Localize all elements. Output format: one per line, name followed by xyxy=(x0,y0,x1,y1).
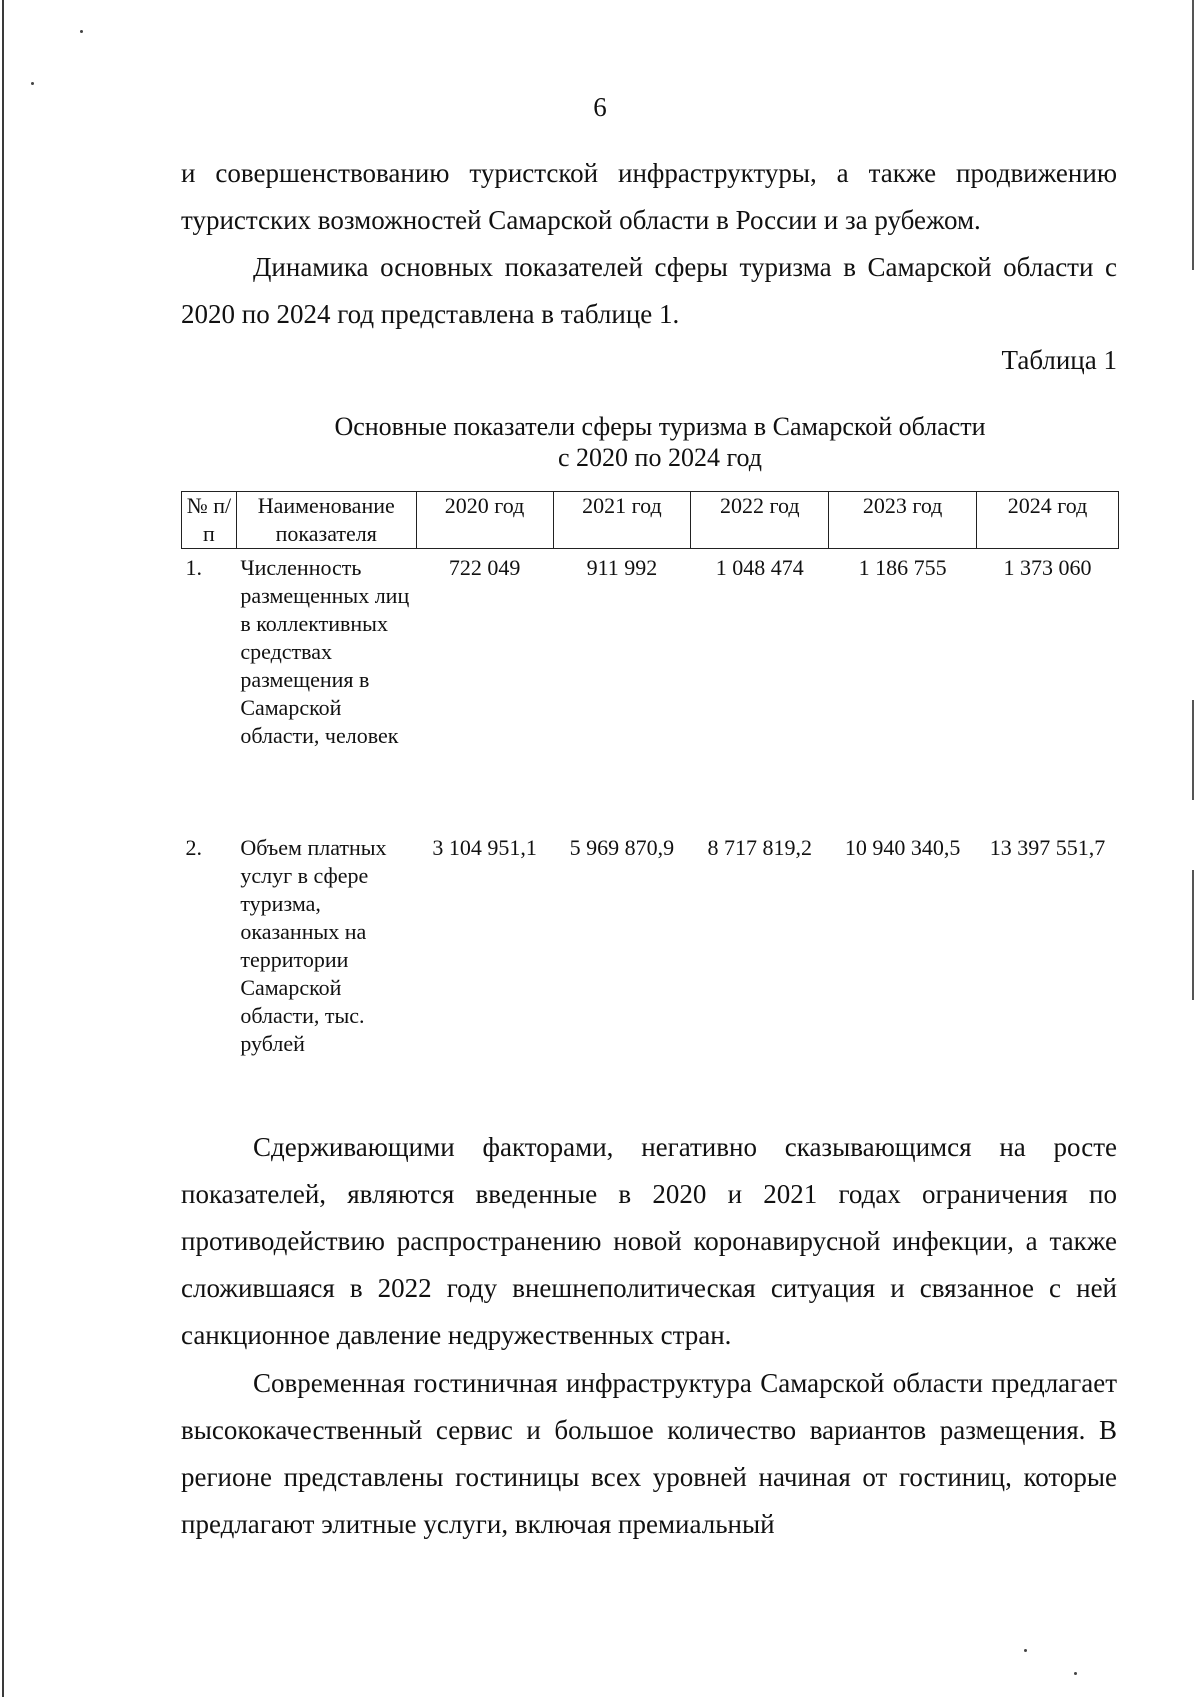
scan-speck xyxy=(1024,1649,1027,1652)
header-indicator-name: Наименование показателя xyxy=(236,492,416,549)
table-title-line2: с 2020 по 2024 год xyxy=(558,443,762,472)
scan-right-edge-mark xyxy=(1192,700,1194,800)
table-row xyxy=(182,834,1119,1058)
row-index: 1. xyxy=(185,555,202,580)
value-2022: 8 717 819,2 xyxy=(707,835,813,860)
scan-speck xyxy=(1074,1672,1077,1675)
table-row xyxy=(182,549,1119,835)
scan-right-edge-mark xyxy=(1192,0,1194,270)
paragraph-hotel-infrastructure: Современная гостиничная инфраструктура Самарской области предлагает высококачественный сервис и большое количество вариантов размещения. В регионе представлены гостиницы всех уровней начиная от гостиниц, которые предлагают элитные услуги, включая премиальный xyxy=(181,1368,1117,1539)
scan-speck xyxy=(80,30,83,33)
paragraph-intro: и совершенствованию туристской инфраструктуры, а также продвижению туристских возможностей Самарской области в России и за рубежом. xyxy=(181,158,1117,235)
value-2024: 1 373 060 xyxy=(1003,555,1092,580)
row-index: 2. xyxy=(185,835,202,860)
paragraph-table-reference: Динамика основных показателей сферы туризма в Самарской области с 2020 по 2024 год представлена в таблице 1. xyxy=(181,252,1117,329)
value-2023: 10 940 340,5 xyxy=(844,835,961,860)
row-indicator-name: Численность размещенных лиц в коллективных средствах размещения в Самарской области, человек xyxy=(240,555,410,748)
table-label: Таблица 1 xyxy=(1001,345,1117,375)
row-indicator-name: Объем платных услуг в сфере туризма, оказанных на территории Самарской области, тыс. рублей xyxy=(240,835,387,1056)
table-header-row xyxy=(182,492,1119,549)
indicators-table xyxy=(181,491,1119,1058)
value-2020: 722 049 xyxy=(448,555,521,580)
header-year-2021: 2021 год xyxy=(553,492,691,549)
header-year-2022: 2022 год xyxy=(691,492,829,549)
paragraph-constraining-factors: Сдерживающими факторами, негативно сказывающимся на росте показателей, являются введенные в 2020 и 2021 годах ограничения по противодействию распространению новой коронавирусной инфекции, а также сложившаяся в 2022 году внешнеполитическая ситуация и связанное с ней санкционное давление недружественных стран. xyxy=(181,1132,1117,1350)
scan-speck xyxy=(31,82,34,85)
table-title-line1: Основные показатели сферы туризма в Самарской области xyxy=(334,412,986,441)
page-number: 6 xyxy=(593,92,607,122)
table-title xyxy=(240,411,1080,473)
header-year-2024: 2024 год xyxy=(977,492,1119,549)
value-2024: 13 397 551,7 xyxy=(989,835,1106,860)
scan-right-edge-mark xyxy=(1192,870,1194,1000)
value-2020: 3 104 951,1 xyxy=(432,835,537,860)
value-2023: 1 186 755 xyxy=(858,555,947,580)
scan-left-edge xyxy=(2,0,4,1697)
value-2021: 911 992 xyxy=(586,555,658,580)
value-2022: 1 048 474 xyxy=(715,555,804,580)
header-year-2020: 2020 год xyxy=(416,492,553,549)
header-year-2023: 2023 год xyxy=(829,492,977,549)
header-number: № п/п xyxy=(182,492,237,549)
value-2021: 5 969 870,9 xyxy=(569,835,675,860)
